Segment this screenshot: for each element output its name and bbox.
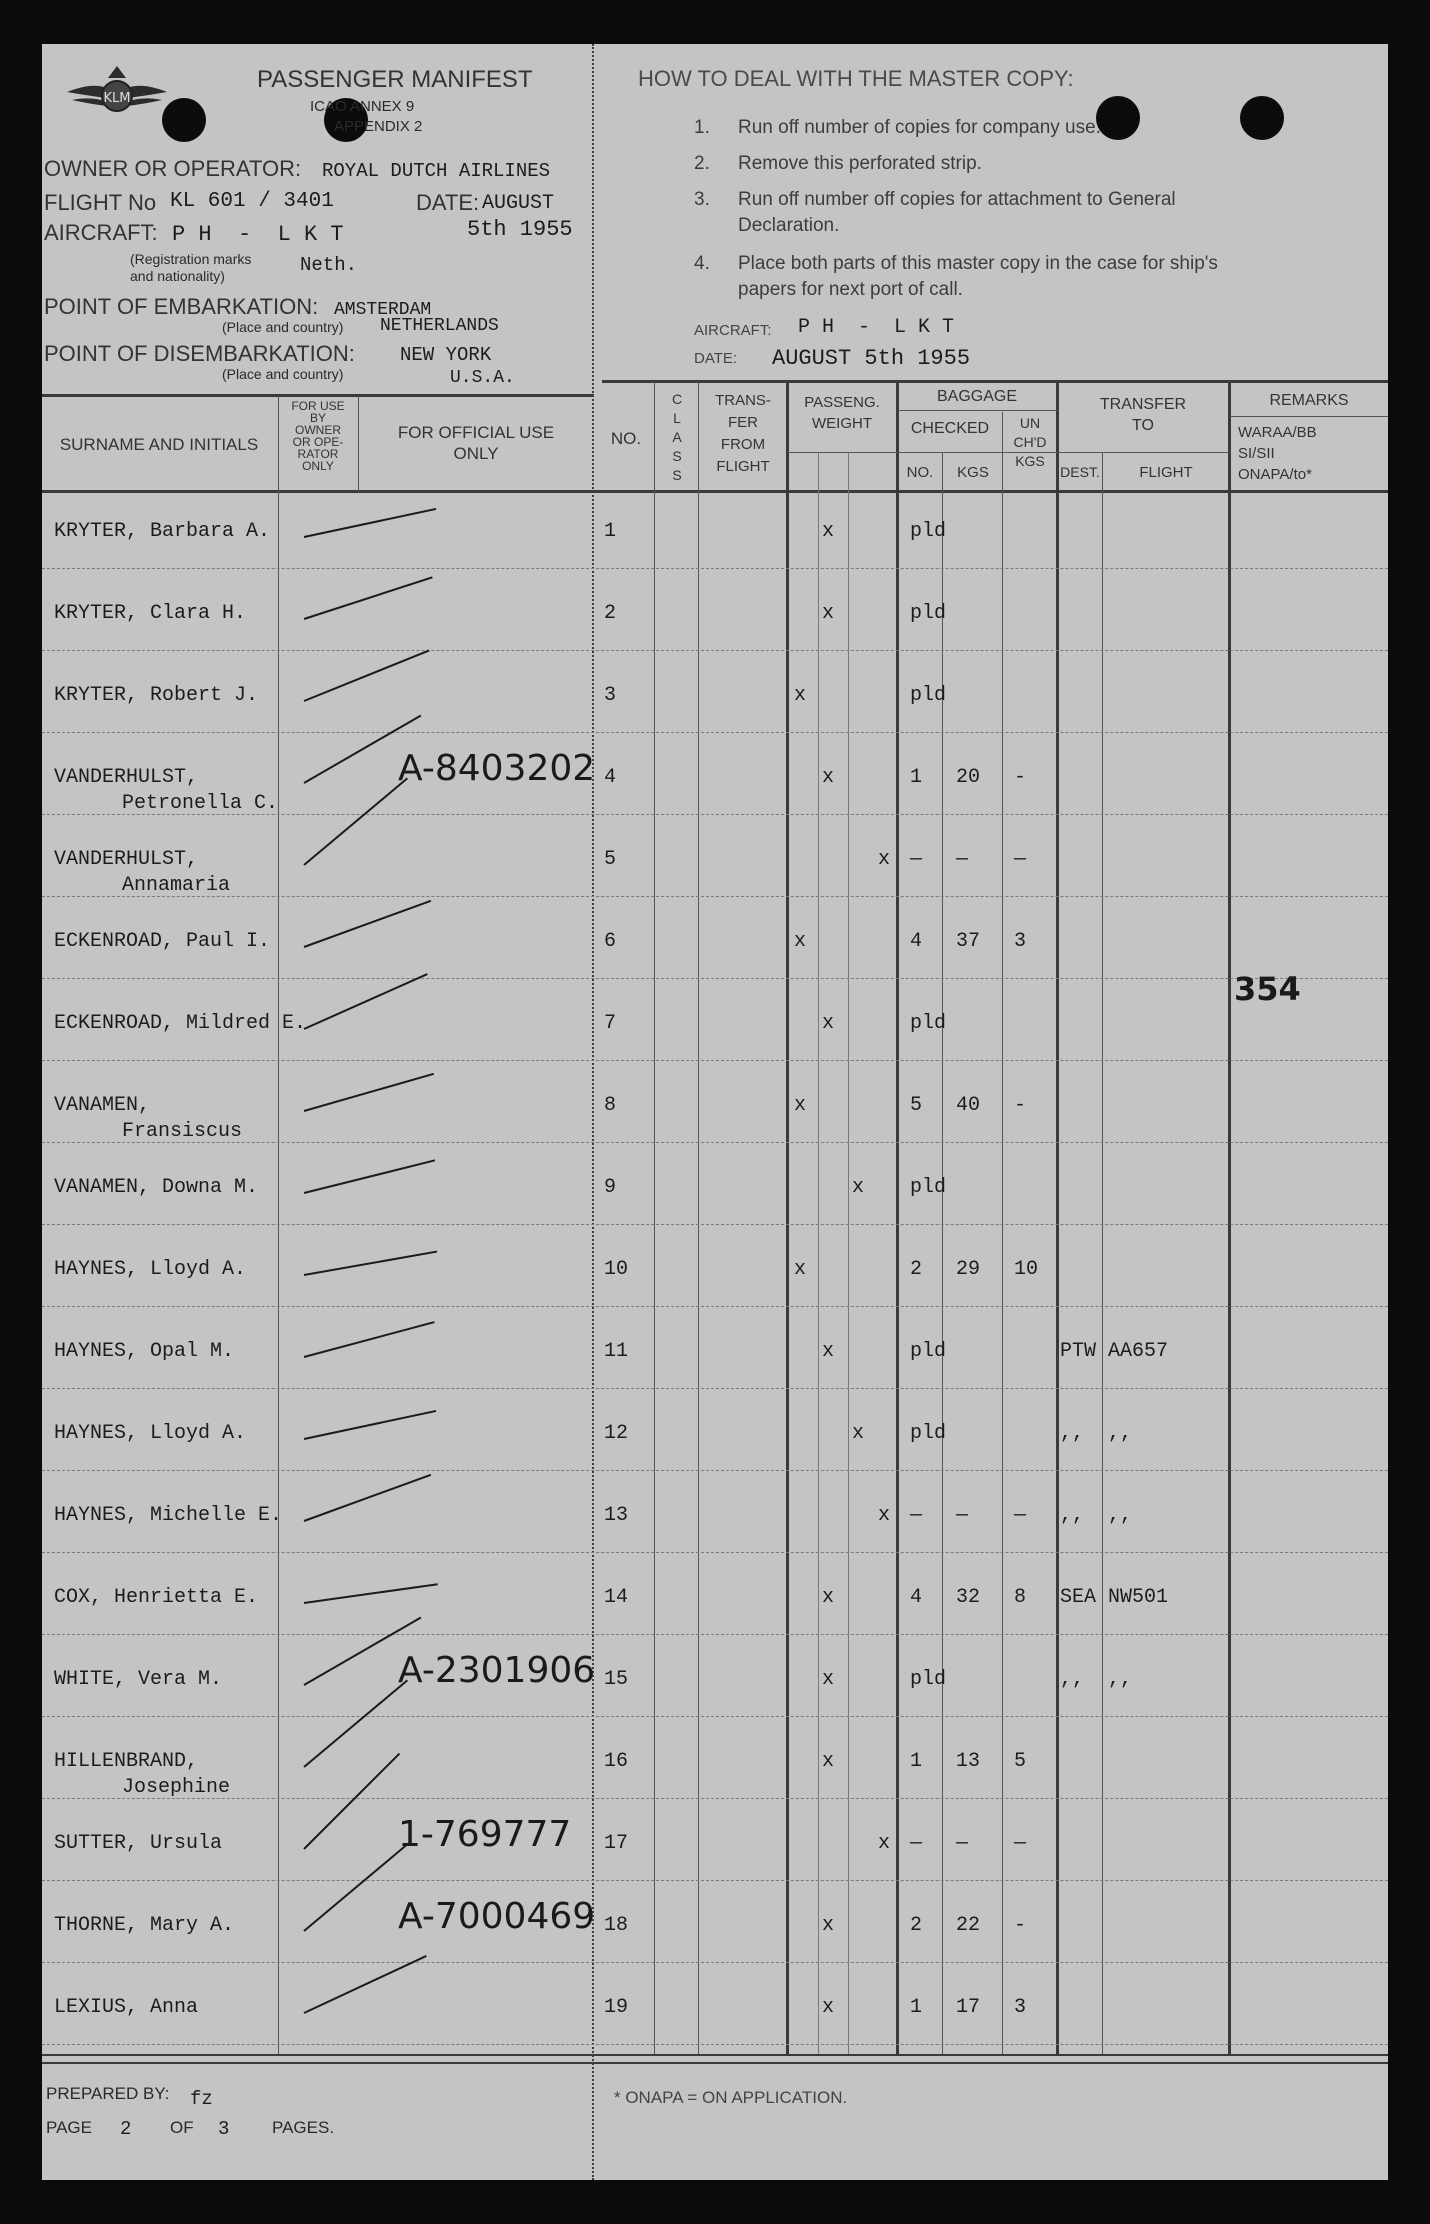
baggage-count: pld	[910, 1012, 947, 1035]
official-checkmark	[304, 508, 436, 538]
embarkation-city: AMSTERDAM	[334, 300, 432, 320]
weight-mark: x	[822, 1668, 835, 1691]
weight-mark: x	[794, 930, 807, 953]
registration-note-1: (Registration marks	[130, 251, 252, 267]
unchecked-kgs: -	[1014, 1094, 1027, 1117]
owner-label: OWNER OR OPERATOR:	[44, 156, 302, 181]
weight-mark: x	[822, 1914, 835, 1937]
master-date-value: AUGUST 5th 1955	[772, 346, 971, 371]
table-row	[42, 1726, 1388, 1808]
header-bottom-rule	[42, 490, 1388, 493]
baggage-kgs: —	[956, 848, 969, 871]
passenger-number: 17	[604, 1832, 629, 1855]
table-row	[42, 1644, 1388, 1726]
weight-mark: x	[822, 1340, 835, 1363]
passenger-name: COX, Henrietta E.	[54, 1586, 259, 1609]
passenger-name-line2: Petronella C.	[122, 792, 279, 815]
subhead-rule-weight	[788, 452, 898, 453]
baggage-count: pld	[910, 684, 947, 707]
row-dotted-line	[42, 568, 1388, 569]
table-row	[42, 578, 1388, 660]
col-header-dest: DEST.	[1060, 464, 1100, 480]
col-header-class: C L A S S	[671, 391, 683, 483]
baggage-count: pld	[910, 1422, 947, 1445]
passenger-number: 3	[604, 684, 617, 707]
unchecked-kgs: 8	[1014, 1586, 1027, 1609]
passenger-name: HAYNES, Lloyd A.	[54, 1422, 247, 1445]
table-row	[42, 496, 1388, 578]
manifest-title: PASSENGER MANIFEST	[257, 66, 533, 93]
instruction-3-text-2: Declaration.	[738, 215, 840, 236]
col-header-flight: FLIGHT	[1139, 464, 1193, 481]
passenger-name: KRYTER, Robert J.	[54, 684, 259, 707]
subhead-rule-remarks	[1230, 416, 1388, 417]
baggage-kgs: 13	[956, 1750, 981, 1773]
passenger-name: THORNE, Mary A.	[54, 1914, 235, 1937]
weight-mark: x	[822, 766, 835, 789]
official-checkmark	[304, 1583, 438, 1604]
master-date-label: DATE:	[694, 350, 738, 367]
official-checkmark	[304, 900, 432, 948]
instruction-3-num: 3.	[694, 189, 710, 210]
table-bottom-rule	[42, 2054, 1388, 2056]
baggage-kgs: —	[956, 1504, 969, 1527]
transfer-flight: ,,	[1108, 1668, 1133, 1691]
official-checkmark	[304, 576, 433, 620]
baggage-count: 2	[910, 1914, 923, 1937]
master-aircraft-label: AIRCRAFT:	[694, 322, 772, 339]
transfer-dest: ,,	[1060, 1668, 1085, 1691]
transfer-dest: ,,	[1060, 1504, 1085, 1527]
passenger-number: 4	[604, 766, 617, 789]
baggage-count: 5	[910, 1094, 923, 1117]
instruction-4-text-2: papers for next port of call.	[738, 279, 963, 300]
row-dotted-line	[42, 1880, 1388, 1881]
transfer-flight: ,,	[1108, 1422, 1133, 1445]
baggage-count: pld	[910, 1668, 947, 1691]
row-dotted-line	[42, 1470, 1388, 1471]
of-value: 3	[218, 2118, 230, 2140]
col-header-checked: CHECKED	[910, 420, 990, 437]
col-header-bag-no: NO.	[906, 464, 934, 481]
embarkation-label: POINT OF EMBARKATION:	[44, 294, 319, 319]
table-row	[42, 824, 1388, 906]
instruction-1-num: 1.	[694, 117, 710, 138]
passenger-number: 15	[604, 1668, 629, 1691]
col-header-remarks: REMARKS	[1269, 392, 1349, 409]
col-header-no: NO.	[610, 429, 642, 448]
table-row	[42, 1890, 1388, 1972]
table-row	[42, 1070, 1388, 1152]
row-dotted-line	[42, 732, 1388, 733]
weight-mark: x	[878, 1832, 891, 1855]
col-header-passeng-weight: PASSENG. WEIGHT	[804, 394, 880, 432]
row-dotted-line	[42, 814, 1388, 815]
of-label: OF	[170, 2118, 194, 2137]
weight-mark: x	[822, 602, 835, 625]
unchecked-kgs: —	[1014, 848, 1027, 871]
passenger-number: 16	[604, 1750, 629, 1773]
registration-note-2: and nationality)	[130, 268, 225, 284]
passenger-name: SUTTER, Ursula	[54, 1832, 223, 1855]
official-checkmark	[304, 1474, 432, 1522]
table-row	[42, 1316, 1388, 1398]
passenger-name-line2: Annamaria	[122, 874, 231, 897]
col-header-transfer-from: TRANS- FER FROM FLIGHT	[715, 392, 771, 475]
passenger-name: WHITE, Vera M.	[54, 1668, 223, 1691]
baggage-count: 2	[910, 1258, 923, 1281]
row-dotted-line	[42, 896, 1388, 897]
baggage-kgs: 20	[956, 766, 981, 789]
baggage-kgs: 40	[956, 1094, 981, 1117]
baggage-kgs: 32	[956, 1586, 981, 1609]
weight-mark: x	[822, 1750, 835, 1773]
svg-text:KLM: KLM	[103, 91, 131, 106]
baggage-count: pld	[910, 602, 947, 625]
baggage-count: pld	[910, 1340, 947, 1363]
manifest-sheet	[42, 44, 1388, 2180]
table-row	[42, 742, 1388, 824]
flight-value: KL 601 / 3401	[170, 190, 334, 213]
official-checkmark	[304, 1159, 435, 1194]
passenger-name: VANDERHULST,	[54, 848, 199, 871]
nationality-value: Neth.	[300, 254, 358, 276]
punch-hole-3	[1096, 96, 1140, 140]
table-row	[42, 1234, 1388, 1316]
passenger-number: 8	[604, 1094, 617, 1117]
disembarkation-country: U.S.A.	[450, 368, 515, 388]
owner-value: ROYAL DUTCH AIRLINES	[322, 160, 551, 182]
passenger-number: 5	[604, 848, 617, 871]
passenger-number: 14	[604, 1586, 629, 1609]
instruction-2-num: 2.	[694, 153, 710, 174]
table-row	[42, 1152, 1388, 1234]
weight-mark: x	[878, 848, 891, 871]
date-value-1: AUGUST	[482, 192, 555, 215]
row-dotted-line	[42, 650, 1388, 651]
official-checkmark	[304, 1251, 437, 1276]
col-header-remarks-sub: WARAA/BB SI/SII ONAPA/to*	[1238, 424, 1317, 483]
passenger-name: VANDERHULST,	[54, 766, 199, 789]
passenger-name-line2: Fransiscus	[122, 1120, 243, 1143]
weight-mark: x	[822, 1996, 835, 2019]
col-header-baggage: BAGGAGE	[936, 388, 1018, 405]
unchecked-kgs: 3	[1014, 1996, 1027, 2019]
col-header-bag-kgs: KGS	[957, 464, 989, 481]
weight-mark: x	[852, 1176, 865, 1199]
page-value: 2	[120, 2118, 132, 2140]
disembarkation-label: POINT OF DISEMBARKATION:	[44, 341, 355, 366]
weight-mark: x	[822, 520, 835, 543]
passenger-number: 10	[604, 1258, 629, 1281]
weight-mark: x	[878, 1504, 891, 1527]
left-header-top-rule	[42, 394, 594, 397]
row-dotted-line	[42, 2044, 1388, 2045]
col-header-unchd: UN CH'D KGS	[1013, 415, 1047, 469]
appendix-label: APPENDIX 2	[334, 118, 423, 135]
right-header-top-rule	[602, 380, 1388, 383]
passenger-number: 13	[604, 1504, 629, 1527]
passenger-name: ECKENROAD, Mildred E.	[54, 1012, 307, 1035]
disembarkation-city: NEW YORK	[400, 344, 492, 366]
aircraft-label: AIRCRAFT:	[44, 220, 158, 245]
date-label: DATE:	[416, 190, 480, 215]
row-dotted-line	[42, 1798, 1388, 1799]
baggage-count: —	[910, 1504, 923, 1527]
col-header-official-use: FOR OFFICIAL USE ONLY	[397, 423, 555, 463]
passenger-number: 9	[604, 1176, 617, 1199]
instructions-title: HOW TO DEAL WITH THE MASTER COPY:	[638, 66, 1074, 91]
passenger-number: 12	[604, 1422, 629, 1445]
baggage-kgs: 37	[956, 930, 981, 953]
weight-mark: x	[794, 684, 807, 707]
passenger-name: VANAMEN, Downa M.	[54, 1176, 259, 1199]
official-use-entry: A-2301906	[398, 1650, 596, 1691]
table-row	[42, 1972, 1388, 2054]
baggage-kgs: 22	[956, 1914, 981, 1937]
table-row	[42, 660, 1388, 742]
row-dotted-line	[42, 1962, 1388, 1963]
passenger-number: 1	[604, 520, 617, 543]
transfer-dest: ,,	[1060, 1422, 1085, 1445]
table-row	[42, 1480, 1388, 1562]
passenger-name: KRYTER, Clara H.	[54, 602, 247, 625]
baggage-count: 4	[910, 930, 923, 953]
baggage-count: pld	[910, 520, 947, 543]
official-checkmark	[304, 1321, 435, 1358]
subhead-rule-baggage	[898, 410, 1058, 411]
col-header-owner-use: FOR USE BY OWNER OR OPE- RATOR ONLY	[291, 399, 345, 473]
table-row	[42, 906, 1388, 988]
disembarkation-place-note: (Place and country)	[222, 366, 344, 382]
page-label: PAGE	[46, 2118, 92, 2137]
baggage-count: 1	[910, 766, 923, 789]
row-dotted-line	[42, 1306, 1388, 1307]
transfer-flight: ,,	[1108, 1504, 1133, 1527]
instruction-4-num: 4.	[694, 253, 710, 274]
baggage-kgs: —	[956, 1832, 969, 1855]
passenger-name: VANAMEN,	[54, 1094, 151, 1117]
passenger-name-line2: Josephine	[122, 1776, 231, 1799]
row-dotted-line	[42, 1552, 1388, 1553]
passenger-number: 11	[604, 1340, 629, 1363]
onapa-note: * ONAPA = ON APPLICATION.	[614, 2088, 848, 2107]
official-checkmark	[304, 1073, 434, 1112]
prepared-by-label: PREPARED BY:	[46, 2084, 170, 2103]
instruction-1-text: Run off number of copies for company use.	[738, 117, 1101, 138]
unchecked-kgs: 3	[1014, 930, 1027, 953]
baggage-count: —	[910, 1832, 923, 1855]
transfer-dest: PTW	[1060, 1340, 1097, 1363]
table-row	[42, 1808, 1388, 1890]
baggage-kgs: 17	[956, 1996, 981, 2019]
instruction-4-text-1: Place both parts of this master copy in the case for ship's	[738, 253, 1218, 274]
remarks-handwritten-number: 354	[1234, 970, 1301, 1008]
official-checkmark	[304, 1410, 436, 1440]
unchecked-kgs: -	[1014, 766, 1027, 789]
weight-mark: x	[822, 1586, 835, 1609]
official-use-entry: A-7000469	[398, 1896, 596, 1937]
baggage-count: 4	[910, 1586, 923, 1609]
subhead-rule-transfer	[1058, 452, 1230, 453]
instruction-3-text-1: Run off number off copies for attachment to General	[738, 189, 1176, 210]
passenger-number: 18	[604, 1914, 629, 1937]
pages-label: PAGES.	[272, 2118, 335, 2137]
table-row	[42, 1398, 1388, 1480]
passenger-number: 2	[604, 602, 617, 625]
flight-label: FLIGHT No	[44, 190, 157, 215]
weight-mark: x	[822, 1012, 835, 1035]
instruction-2-text: Remove this perforated strip.	[738, 153, 982, 174]
col-div-official	[358, 396, 359, 492]
master-aircraft-value: P H - L K T	[798, 316, 955, 339]
baggage-count: pld	[910, 1176, 947, 1199]
passenger-name: HAYNES, Michelle E.	[54, 1504, 283, 1527]
col-header-surname: SURNAME AND INITIALS	[59, 435, 259, 454]
passenger-name: LEXIUS, Anna	[54, 1996, 199, 2019]
unchecked-kgs: —	[1014, 1832, 1027, 1855]
transfer-dest: SEA	[1060, 1586, 1097, 1609]
transfer-flight: NW501	[1108, 1586, 1169, 1609]
col-header-transfer-to: TRANSFER TO	[1099, 396, 1187, 434]
weight-mark: x	[794, 1094, 807, 1117]
baggage-kgs: 29	[956, 1258, 981, 1281]
weight-mark: x	[794, 1258, 807, 1281]
punch-hole-4	[1240, 96, 1284, 140]
table-row	[42, 1562, 1388, 1644]
passenger-name: HAYNES, Opal M.	[54, 1340, 235, 1363]
unchecked-kgs: 10	[1014, 1258, 1039, 1281]
baggage-count: —	[910, 848, 923, 871]
table-bottom-rule-2	[42, 2062, 1388, 2064]
embarkation-place-note: (Place and country)	[222, 319, 344, 335]
embarkation-country: NETHERLANDS	[380, 316, 499, 336]
row-dotted-line	[42, 1716, 1388, 1717]
row-dotted-line	[42, 1388, 1388, 1389]
unchecked-kgs: -	[1014, 1914, 1027, 1937]
baggage-count: 1	[910, 1996, 923, 2019]
annex-label: ICAO ANNEX 9	[310, 98, 415, 115]
passenger-name: HAYNES, Lloyd A.	[54, 1258, 247, 1281]
table-row	[42, 988, 1388, 1070]
weight-mark: x	[852, 1422, 865, 1445]
unchecked-kgs: 5	[1014, 1750, 1027, 1773]
transfer-flight: AA657	[1108, 1340, 1169, 1363]
passenger-number: 6	[604, 930, 617, 953]
passenger-name: HILLENBRAND,	[54, 1750, 199, 1773]
official-use-entry: 1-769777	[398, 1814, 572, 1855]
date-value-2: 5th 1955	[467, 217, 573, 242]
official-use-entry: A-8403202	[398, 748, 596, 789]
aircraft-value: P H - L K T	[172, 222, 344, 247]
unchecked-kgs: —	[1014, 1504, 1027, 1527]
row-dotted-line	[42, 1634, 1388, 1635]
baggage-count: 1	[910, 1750, 923, 1773]
prepared-by-value: fz	[190, 2088, 213, 2110]
row-dotted-line	[42, 1224, 1388, 1225]
passenger-number: 7	[604, 1012, 617, 1035]
passenger-name: KRYTER, Barbara A.	[54, 520, 271, 543]
passenger-name: ECKENROAD, Paul I.	[54, 930, 271, 953]
row-dotted-line	[42, 978, 1388, 979]
row-dotted-line	[42, 1060, 1388, 1061]
airline-crest-logo	[62, 58, 172, 130]
row-dotted-line	[42, 1142, 1388, 1143]
passenger-number: 19	[604, 1996, 629, 2019]
